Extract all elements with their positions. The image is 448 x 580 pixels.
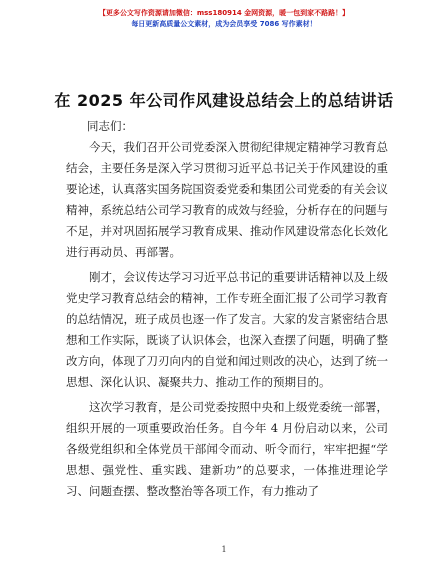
promo-banner-line-1: 【更多公文写作资源请加微信：mss180914 金网资源，暖一包到家不路路！】: [98, 9, 350, 17]
paragraph-1: 今天，我们召开公司党委深入贯彻纪律规定精神学习教育总结会，主要任务是深入学习贯彻习近平总书记关于作风建设的重要论述，认真落实国务院国资委党委和集团公司党委的有关会议精神，系统总结公司学习教育的成效与经验，分析存在的问题与不足，并对巩固拓展学习教育成果、推动作风建设常态化长效化进行再动员、再部署。: [66, 140, 388, 259]
promo-banner-line-2: 每日更新高质量公文素材，成为会员享受 7086 写作素材！: [131, 20, 317, 28]
paragraph-3: 这次学习教育，是公司党委按照中央和上级党委统一部署，组织开展的一项重要政治任务。自今年 4 月份启动以来，公司各级党组织和全体党员干部闻令而动、听令而行，牢牢把握“学思想、强党性、重实践、建新功”的总要求，一体推进理论学习、问题查摆、整改整治等各项工作，有力推动了: [66, 400, 388, 498]
promo-banner: [0, 8, 448, 30]
document-title: 在 2025 年公司作风建设总结会上的总结讲话: [54, 91, 394, 110]
paragraph-2: 刚才，会议传达学习习近平总书记的重要讲话精神以及上级党史学习教育总结会的精神，工作专班全面汇报了公司学习教育的总结情况，班子成员也逐一作了发言。大家的发言紧密结合思想和工作实际，既谈了认识体会，也深入查摆了问题，明确了整改方向，体现了刀刃向内的自觉和闻过则改的决心，达到了统一思想、深化认识、凝聚共力、推动工作的预期目的。: [66, 270, 388, 389]
salutation: 同志们：: [87, 119, 133, 133]
document-body: [66, 137, 388, 506]
page-number: 1: [221, 545, 227, 554]
